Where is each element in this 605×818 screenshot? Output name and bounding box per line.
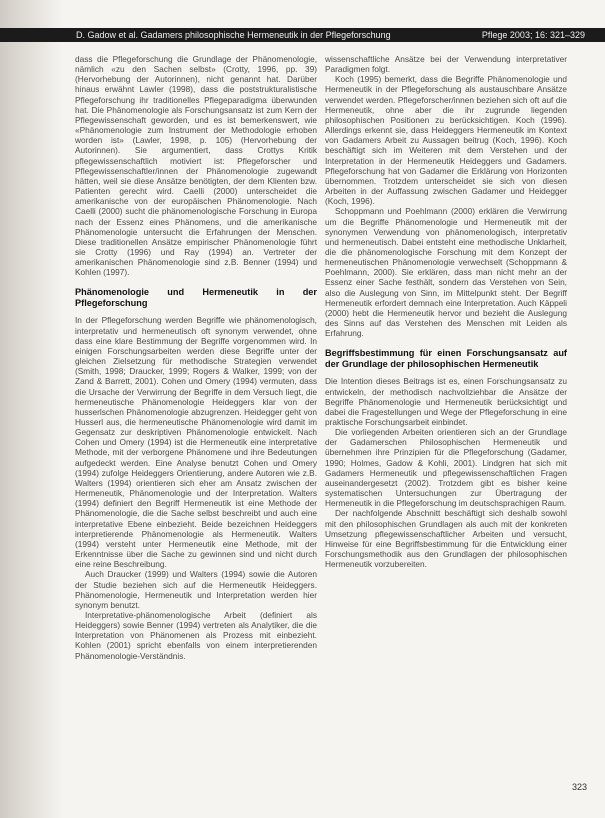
paragraph: wissenschaftliche Ansätze bei der Verwendung interpretativer Paradigmen folgt. — [325, 54, 567, 75]
paragraph: Der nachfolgende Abschnitt beschäftigt sich deshalb sowohl mit den philosophischen Grundlagen als auch mit der konkreten Umsetzung pflegewissenschaftlicher Arbeiten und versucht, Hinweise für eine Begriffsbestimmung für die Entwicklung einer Forschungsmethodik aus den Grundlagen der philosophischen Hermeneutik vorzubereiten. — [325, 508, 567, 570]
page-number: 323 — [571, 782, 587, 792]
page-gutter-shadow — [0, 0, 62, 818]
paragraph: Die Intention dieses Beitrags ist es, einen Forschungsansatz zu entwickeln, der methodisch nachvollziehbar die Ansätze der Begriffe Phänomenologie und Hermeneutik berücksichtigt und dabei die Fragestellungen und Wege der Pflegeforschung in eine praktische Forschungsarbeit einbindet. — [325, 376, 567, 427]
paragraph: Interpretative-phänomenologische Arbeit (definiert als Heideggers) sowie Benner (1994) vertreten als Analytiker, die die Interpretation von Phänomenen als Prozess mit einbezieht. Kohlen (2001) spricht ebenfalls von einem interpretierenden Phänomenologie-Verständnis. — [75, 609, 317, 661]
right-column — [325, 54, 567, 804]
paragraph: Koch (1995) bemerkt, dass die Begriffe Phänomenologie und Hermeneutik in der Pflegeforschung als austauschbare Ansätze verwendet werden. Pflegeforscher/innen beziehen sich oft auf die Hermeneutik, ohne aber die ihr zugrunde liegenden philosophischen Positionen zu berücksichtigen. Koch (1996). Allerdings erkennt sie, dass Heideggers Hermeneutik im Kontext von Gadamers Arbeit zu Aussagen beitrug (Koch, 1996). Koch beschäftigt sich im Weiteren mit dem Verstehen und der Interpretation in der Hermeneutik Heideggers und Gadamers. Pflegeforschung hat von Gadamer die Erklärung von Horizonten übernommen. Trotzdem unterscheidet sie sich von diesen Arbeiten in der Auffassung zwischen Gadamer und Heidegger (Koch, 1996). — [325, 74, 567, 207]
paragraph: Die vorliegenden Arbeiten orientieren sich an der Grundlage der Gadamerschen Philosophischen Hermeneutik und übernehmen ihre Prinzipien für die Pflegeforschung (Gadamer, 1990; Holmes, Gadow & Kohli, 2001). Lindgren hat sich mit Gadamers Hermeneutik und pflegewissenschaftlichen Fragen auseinandergesetzt (2002). Trotzdem gibt es bisher keine systematischen Untersuchungen zur Übertragung der Hermeneutik in die Pflegeforschung im deutschsprachigen Raum. — [325, 427, 567, 509]
header-title: D. Gadow et al. Gadamers philosophische Hermeneutik in der Pflegeforschung — [76, 30, 391, 40]
paragraph: dass die Pflegeforschung die Grundlage der Phänomenologie, nämlich «zu den Sachen selbst» (Crotty, 1996, pp. 39) (Hervorhebung der Autorinnen), nicht genannt hat. Darüber hinaus erwähnt Lawler (1998), dass die poststrukturalistische Pflegeforschung ihr traditionelles Pflegeparadigma überwunden hat. Die Phänomenologie als Forschungsansatz ist zum Kern der Pflegewissenschaft geworden, und es ist bemerkenswert, wie «Phänomenologie zum Instrument der Methodologie erhoben worden ist» (Lawler, 1998, p. 105) (Hervorhebung der Autorinnen). Sie argumentiert, dass Crottys Kritik pflegewissenschaftlich motiviert ist: Pflegeforscher und Pflegewissenschaftler/innen der Phänomenologie zugewandt hätten, weil sie diese Ansätze benötigten, der dem Klienten bzw. Patienten gerecht wird. Caelli (2000) unterscheidet die amerikanische von der europäischen Phänomenologie. Nach Caelli (2000) sucht die phänomenologische Forschung in Europa nach der Essenz eines Phänomens, und die amerikanische Phänomenologie untersucht die Erfahrungen der Menschen. Diese traditionellen Ansätze empirischer Phänomenologie führt sie Crotty (1996) und Ray (1994) an. Vertreter der amerikanischen Phänomenologie sind z.B. Benner (1994) und Kohlen (1997). — [75, 54, 317, 278]
paragraph: Schoppmann und Poehlmann (2000) erklären die Verwirrung um die Begriffe Phänomenologie und Hermeneutik mit der synonymen Verwendung von phänomenologisch, interpretativ und hermeneutisch. Dabei entsteht eine methodische Unklarheit, die die phänomenologische Forschung mit dem Konzept der hermeneutischen Phänomenologie verwechselt (Schoppmann & Poehlmann, 2000). Sie erklären, dass man nicht mehr an der Essenz einer Sache festhält, sondern das Verstehen von Sein, also die Auslegung von Sinn, im Mittelpunkt steht. Der Begriff Hermeneutik erfordert demnach eine Interpretation. Auch Käppeli (2000) hebt die Hermeneutik hervor und bezieht die Auslegung des Sinns auf das Verstehen des Menschen mit Leiden als Erfahrung. — [325, 206, 567, 339]
paragraph: In der Pflegeforschung werden Begriffe wie phänomenologisch, interpretativ und hermeneutisch oft synonym verwendet, ohne dass eine klare Bestimmung der Begriffe vorgenommen wird. In einigen Forschungsarbeiten werden diese Begriffe unter der gleichen Zielsetzung für methodische Strategien verwendet (Smith, 1998; Draucker, 1999; Rogers & Walker, 1999; von der Zand & Barrett, 2001). Cohen und Omery (1994) vermuten, dass die Ursache der Verwirrung der Begriffe in dem Versuch liegt, die hermeneutische Phänomenologie Heideggers klar von der husserlschen Phänomenologie abzugrenzen. Heidegger geht von Husserl aus, die hermeneutische Phänomenologie wird damit im Gegensatz zur deskriptiven Phänomenologie entwickelt. Nach Cohen und Omery (1994) ist die Hermeneutik eine interpretative Methode, mit der verborgene Phänomene und ihre Bedeutungen aufgedeckt werden. Eine Analyse benutzt Cohen und Omery (1994) zufolge Heideggers Orientierung, andere Autoren wie z.B. Walters (1994) orientieren sich eher am Ansatz zwischen der Hermeneutik, Phänomenologie und der Interpretation. Walters (1994) definiert den Begriff Hermeneutik ist eine Methode der Phänomenologie, die die Sache selbst beschreibt und auch eine interpretative Ebene einbezieht. Beide bezeichnen Heideggers interpretierende Phänomenologie als Hermeneutik. Walters (1994) versteht unter Hermeneutik eine Methode, mit der Erkenntnisse über die Sache zu gewinnen sind und nicht durch eine reine Beschreibung. — [75, 315, 317, 570]
header-citation: Pflege 2003; 16: 321–329 — [481, 30, 585, 40]
running-header — [0, 28, 605, 42]
paragraph: Auch Draucker (1999) und Walters (1994) sowie die Autoren der Studie beziehen sich auf die Hermeneutik Heideggers. Phänomenologie, Hermeneutik und Interpretation werden hier synonym benutzt. — [75, 569, 317, 610]
section-heading: Begriffsbestimmung für einen Forschungsansatz auf der Grundlage der philosophischen Hermeneutik — [325, 348, 567, 370]
section-heading: Phänomenologie und Hermeneutik in der Pflegeforschung — [75, 287, 317, 309]
left-column — [75, 54, 317, 804]
